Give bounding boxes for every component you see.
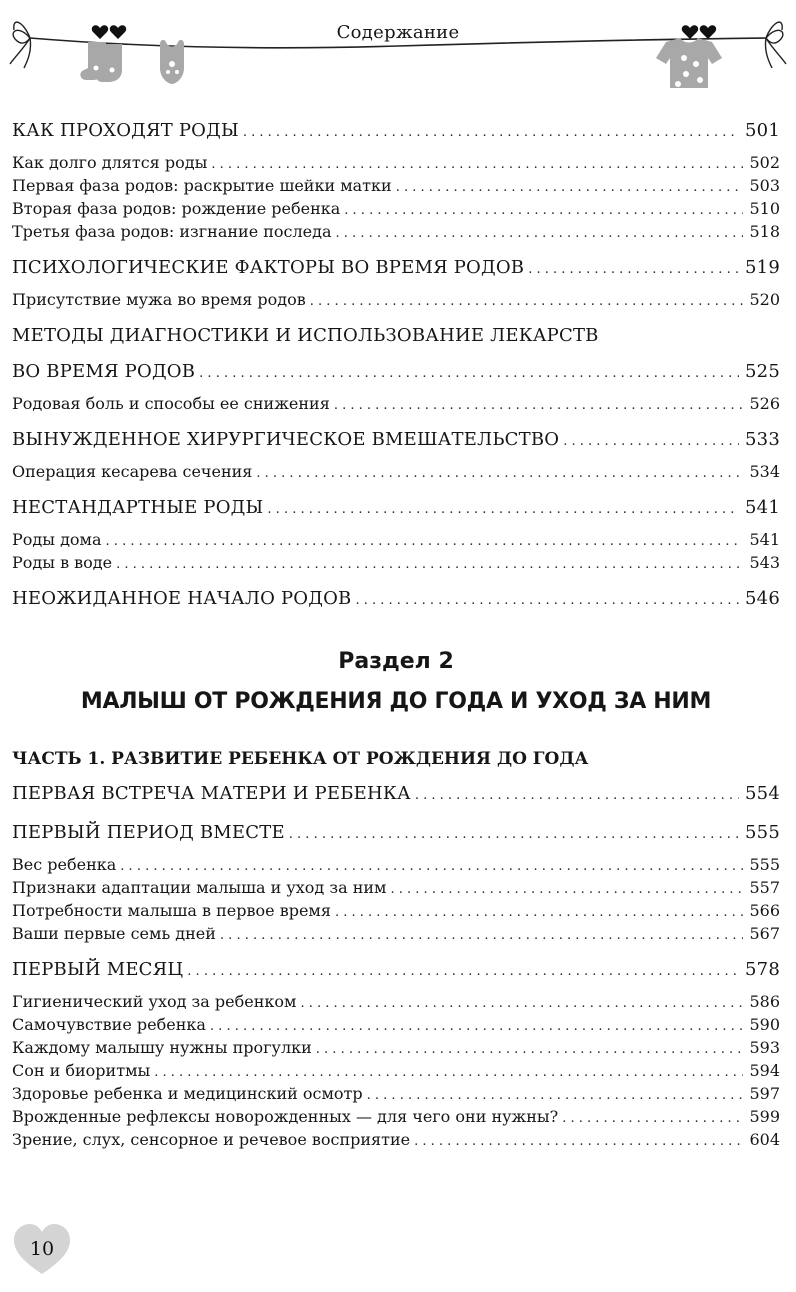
toc-item[interactable]: Первая фаза родов: раскрытие шейки матки . . . 503 [12,176,780,199]
baby-shirt-icon [656,38,722,88]
toc-chapter[interactable]: КАК ПРОХОДЯТ РОДЫ . . . 501 [12,120,780,147]
socks-icon [80,42,122,82]
toc-item[interactable]: Операция кесарева сечения . . . 534 [12,462,780,485]
toc-item[interactable]: Ваши первые семь дней . . . 567 [12,924,780,947]
toc-chapter[interactable]: ПЕРВЫЙ МЕСЯЦ . . . 578 [12,959,780,986]
section-title: МАЛЫШ ОТ РОЖДЕНИЯ ДО ГОДА И УХОД ЗА НИМ [80,689,712,714]
toc-chapter[interactable]: ПЕРВАЯ ВСТРЕЧА МАТЕРИ И РЕБЕНКА . . . 554 [12,783,780,810]
toc-chapter[interactable]: ВЫНУЖДЕННОЕ ХИРУРГИЧЕСКОЕ ВМЕШАТЕЛЬСТВО . . . 533 [12,429,780,456]
toc-item[interactable]: Признаки адаптации малыша и уход за ним . . . 557 [12,878,780,901]
toc-item[interactable]: Каждому малышу нужны прогулки . . . 593 [12,1038,780,1061]
page-header [0,0,796,100]
toc-item[interactable]: Как долго длятся роды . . . 502 [12,153,780,176]
page-number-badge [14,1224,74,1280]
toc-item[interactable]: Роды в воде . . . 543 [12,553,780,576]
toc-item[interactable]: Зрение, слух, сенсорное и речевое восприятие . . . 604 [12,1130,780,1153]
toc-chapter[interactable]: ВО ВРЕМЯ РОДОВ . . . 525 [12,361,780,388]
page-number: 10 [29,1238,55,1260]
toc-item[interactable]: Присутствие мужа во время родов . . . 520 [12,290,780,313]
toc-item[interactable]: Сон и биоритмы . . . 594 [12,1061,780,1084]
page-title: Содержание [336,22,460,43]
toc-item[interactable]: Вторая фаза родов: рождение ребенка . . . 510 [12,199,780,222]
header-decoration [0,0,796,100]
table-of-contents [12,120,780,1153]
toc-chapter[interactable]: НЕОЖИДАННОЕ НАЧАЛО РОДОВ . . . 546 [12,588,780,615]
toc-item[interactable]: Родовая боль и способы ее снижения . . . 526 [12,394,780,417]
part-title: ЧАСТЬ 1. РАЗВИТИЕ РЕБЕНКА ОТ РОЖДЕНИЯ ДО ГОДА [12,749,589,769]
toc-chapter[interactable]: НЕСТАНДАРТНЫЕ РОДЫ . . . 541 [12,497,780,524]
toc-item[interactable]: Самочувствие ребенка . . . 590 [12,1015,780,1038]
section-label: Раздел 2 [338,649,454,674]
toc-item[interactable]: Врожденные рефлексы новорожденных — для чего они нужны? . . . 599 [12,1107,780,1130]
toc-item[interactable]: Гигиенический уход за ребенком . . . 586 [12,992,780,1015]
toc-item[interactable]: Роды дома . . . 541 [12,530,780,553]
toc-chapter-line1: МЕТОДЫ ДИАГНОСТИКИ И ИСПОЛЬЗОВАНИЕ ЛЕКАРСТВ [12,325,599,346]
toc-chapter[interactable]: ПЕРВЫЙ ПЕРИОД ВМЕСТЕ . . . 555 [12,822,780,849]
toc-item[interactable]: Потребности малыша в первое время . . . 566 [12,901,780,924]
toc-item[interactable]: Вес ребенка . . . 555 [12,855,780,878]
toc-item[interactable]: Здоровье ребенка и медицинский осмотр . . . 597 [12,1084,780,1107]
toc-item[interactable]: Третья фаза родов: изгнание последа . . . 518 [12,222,780,245]
toc-chapter[interactable]: ПСИХОЛОГИЧЕСКИЕ ФАКТОРЫ ВО ВРЕМЯ РОДОВ . . . 519 [12,257,780,284]
